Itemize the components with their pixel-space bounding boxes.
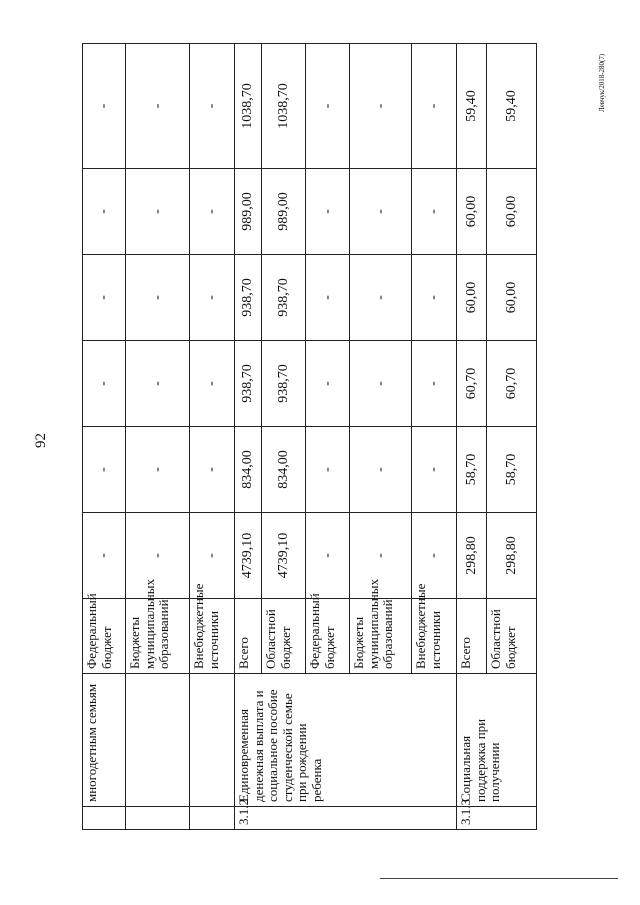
value-cell: - <box>190 513 235 599</box>
value-cell: 60,70 <box>487 341 537 427</box>
value-cell: 938,70 <box>262 255 306 341</box>
page-number: 92 <box>33 433 49 448</box>
value-cell: 60,00 <box>457 255 487 341</box>
measure-name: Социальная поддержка при получении <box>457 674 537 807</box>
value-cell: - <box>126 169 190 255</box>
value-cell: - <box>190 169 235 255</box>
value-cell: - <box>412 44 457 169</box>
budget-table <box>82 43 537 830</box>
document-code: Левчук/2018-280(7) <box>598 53 606 112</box>
value-cell: 4739,10 <box>235 513 262 599</box>
funding-source: Бюджеты муниципальных образований <box>126 599 190 674</box>
measure-name <box>190 674 235 807</box>
value-cell: - <box>83 169 126 255</box>
item-number: 3.1.2 <box>235 807 457 830</box>
value-cell: - <box>306 341 350 427</box>
item-number: 3.1.3 <box>457 807 537 830</box>
value-cell: 989,00 <box>235 169 262 255</box>
value-cell: - <box>350 341 412 427</box>
table-row <box>190 44 235 830</box>
value-cell: 59,40 <box>457 44 487 169</box>
value-cell: - <box>412 427 457 513</box>
funding-source: Внебюджетные источники <box>412 599 457 674</box>
value-cell: - <box>306 513 350 599</box>
value-cell: - <box>350 513 412 599</box>
value-cell: - <box>190 255 235 341</box>
value-cell: - <box>83 513 126 599</box>
value-cell: - <box>350 427 412 513</box>
value-cell: 1038,70 <box>262 44 306 169</box>
value-cell: 60,00 <box>457 169 487 255</box>
value-cell: - <box>83 255 126 341</box>
funding-source: Федеральный бюджет <box>306 599 350 674</box>
value-cell: - <box>126 44 190 169</box>
value-cell: 58,70 <box>487 427 537 513</box>
value-cell: - <box>190 427 235 513</box>
value-cell: 834,00 <box>262 427 306 513</box>
table-row <box>83 44 126 830</box>
measure-name: многодетным семьям <box>83 674 126 807</box>
value-cell: - <box>306 44 350 169</box>
value-cell: 298,80 <box>487 513 537 599</box>
funding-source: Всего <box>457 599 487 674</box>
funding-source: Всего <box>235 599 262 674</box>
item-number <box>190 807 235 830</box>
value-cell: - <box>412 341 457 427</box>
rotated-table-container <box>82 44 519 830</box>
value-cell: - <box>412 255 457 341</box>
value-cell: - <box>126 255 190 341</box>
funding-source: Областной бюджет <box>262 599 306 674</box>
value-cell: - <box>83 341 126 427</box>
value-cell: 60,00 <box>487 255 537 341</box>
value-cell: 938,70 <box>235 255 262 341</box>
value-cell: 298,80 <box>457 513 487 599</box>
funding-source: Внебюджетные источники <box>190 599 235 674</box>
value-cell: 1038,70 <box>235 44 262 169</box>
item-number <box>83 807 126 830</box>
value-cell: - <box>83 427 126 513</box>
measure-name <box>126 674 190 807</box>
value-cell: 59,40 <box>487 44 537 169</box>
table-row <box>235 44 262 830</box>
value-cell: 60,70 <box>457 341 487 427</box>
value-cell: - <box>412 513 457 599</box>
funding-source: Бюджеты муниципальных образований <box>350 599 412 674</box>
funding-source: Областной бюджет <box>487 599 537 674</box>
value-cell: - <box>126 513 190 599</box>
value-cell: 834,00 <box>235 427 262 513</box>
value-cell: - <box>306 427 350 513</box>
table-row <box>126 44 190 830</box>
value-cell: 60,00 <box>487 169 537 255</box>
funding-source: Федеральный бюджет <box>83 599 126 674</box>
table-row <box>457 44 487 830</box>
value-cell: 989,00 <box>262 169 306 255</box>
item-number <box>126 807 190 830</box>
value-cell: - <box>83 44 126 169</box>
value-cell: - <box>126 427 190 513</box>
footer-divider <box>380 878 618 879</box>
value-cell: - <box>306 169 350 255</box>
value-cell: - <box>190 341 235 427</box>
value-cell: 938,70 <box>235 341 262 427</box>
value-cell: 938,70 <box>262 341 306 427</box>
value-cell: - <box>306 255 350 341</box>
value-cell: 58,70 <box>457 427 487 513</box>
value-cell: - <box>350 169 412 255</box>
value-cell: - <box>190 44 235 169</box>
value-cell: - <box>350 44 412 169</box>
value-cell: - <box>350 255 412 341</box>
value-cell: - <box>126 341 190 427</box>
measure-name: Единовременная денежная выплата и социальное пособие студенческой семье при рождении ребенка <box>235 674 457 807</box>
value-cell: 4739,10 <box>262 513 306 599</box>
value-cell: - <box>412 169 457 255</box>
